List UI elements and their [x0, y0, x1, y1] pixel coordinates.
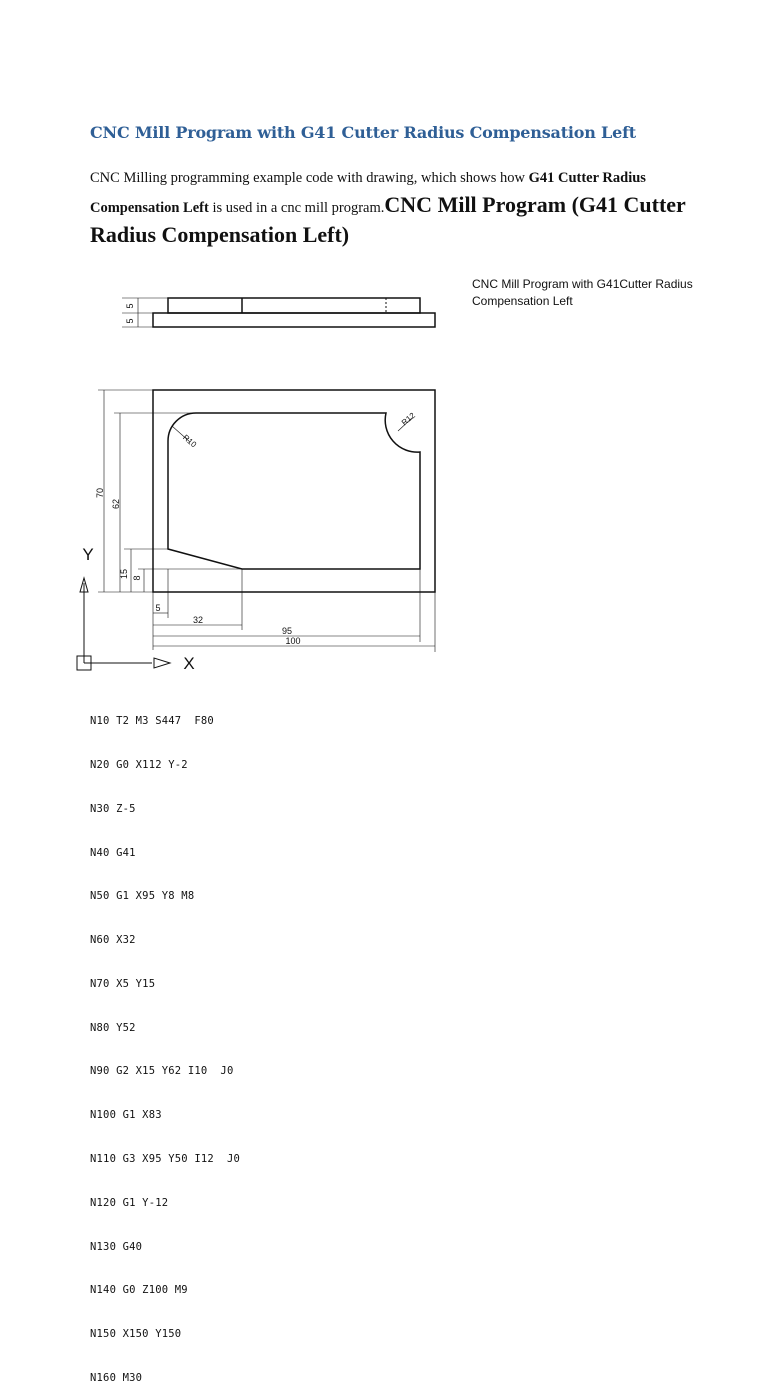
intro-text-end: is used in a cnc mill program. — [208, 200, 385, 216]
dim-label-62: 62 — [111, 498, 121, 510]
code-line: N150 X150 Y150 — [90, 1328, 182, 1341]
page-heading: CNC Mill Program with G41 Cutter Radius Compensation Left — [90, 123, 636, 142]
side-dim-label-1: 5 — [125, 303, 135, 309]
drawing-caption: CNC Mill Program with G41Cutter Radius Compensation Left — [472, 277, 693, 308]
x-axis-label: X — [183, 654, 195, 673]
code-line: N40 G41 — [90, 846, 136, 859]
stock-outline — [153, 390, 435, 592]
pocket-contour — [168, 410, 420, 569]
dim-label-95: 95 — [281, 626, 293, 636]
side-view-base — [153, 313, 435, 327]
intro-text: CNC Milling programming example code with drawing, which shows how — [90, 170, 529, 186]
side-dim-label-2: 5 — [125, 318, 135, 324]
code-line: N50 G1 X95 Y8 M8 — [90, 890, 195, 903]
code-line: N30 Z-5 — [90, 802, 136, 815]
code-line: N130 G40 — [90, 1240, 143, 1253]
dim-label-32: 32 — [192, 615, 204, 625]
y-axis-label: Y — [82, 545, 94, 564]
code-line: N100 G1 X83 — [90, 1109, 162, 1122]
code-line: N80 Y52 — [90, 1021, 136, 1034]
program-title: CNC Mill Program (G41 Cutter Radius Compensation Left) — [90, 192, 686, 247]
dim-label-8: 8 — [132, 575, 142, 581]
code-line: N60 X32 — [90, 934, 136, 947]
code-line: N120 G1 Y-12 — [90, 1196, 169, 1209]
side-view — [122, 298, 435, 327]
code-line: N10 T2 M3 S447 F80 — [90, 715, 214, 728]
code-line: N160 M30 — [90, 1371, 143, 1384]
code-line: N110 G3 X95 Y50 I12 J0 — [90, 1153, 240, 1165]
side-view-top — [168, 298, 420, 313]
dim-label-15: 15 — [119, 568, 129, 580]
intro-bold-text: G41 Cutter Radius Compensation Left — [90, 170, 646, 216]
dim-label-5: 5 — [155, 603, 161, 613]
radius-label-r12: R12 — [399, 410, 417, 428]
top-view — [77, 390, 435, 670]
code-line: N90 G2 X15 Y62 I10 J0 — [90, 1065, 234, 1078]
dim-label-70: 70 — [95, 487, 105, 499]
x-axis-arrow — [154, 658, 170, 668]
code-line: N140 G0 Z100 M9 — [90, 1284, 188, 1297]
dim-label-100: 100 — [285, 636, 301, 646]
radius-label-r10: R10 — [181, 432, 199, 450]
nc-code-listing — [90, 685, 240, 1400]
code-line: N20 G0 X112 Y-2 — [90, 758, 188, 771]
code-line: N70 X5 Y15 — [90, 977, 156, 990]
